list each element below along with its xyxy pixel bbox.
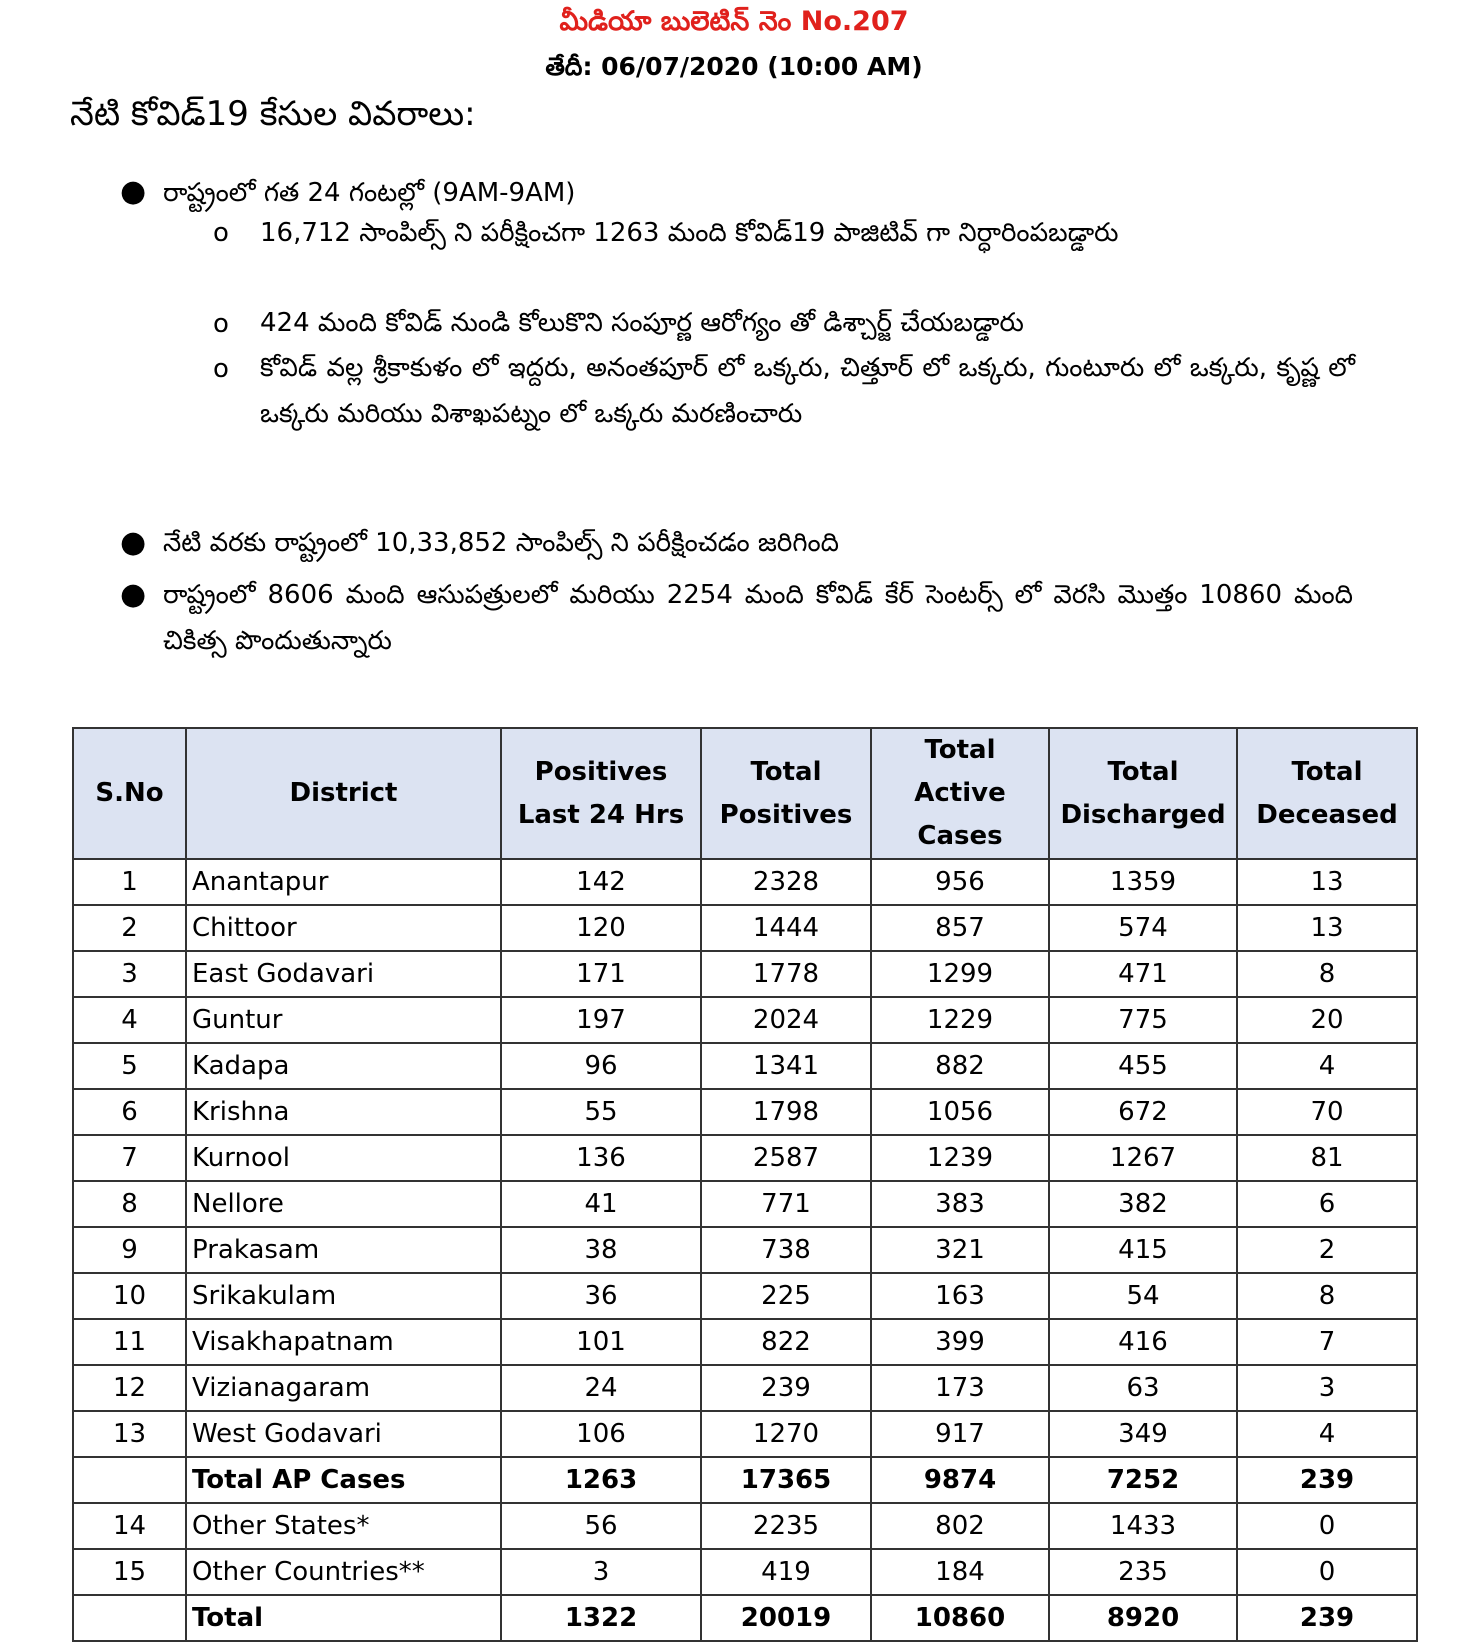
cell-total-positives: 2235: [701, 1503, 871, 1549]
cell-active-cases: 184: [871, 1549, 1049, 1595]
header-discharged: Total Discharged: [1049, 728, 1237, 859]
cell-deceased: 20: [1237, 997, 1417, 1043]
cell-total-positives: 2587: [701, 1135, 871, 1181]
cell-total-positives: 419: [701, 1549, 871, 1595]
table-row: [73, 1273, 1417, 1319]
date-value: : 06/07/2020 (10:00 AM): [582, 52, 923, 81]
cell-active-cases: 1299: [871, 951, 1049, 997]
cell-deceased: 81: [1237, 1135, 1417, 1181]
cell-sno: [73, 1595, 186, 1641]
cell-discharged: 8920: [1049, 1595, 1237, 1641]
cell-total-positives: 17365: [701, 1457, 871, 1503]
cell-positives-24h: 3: [501, 1549, 701, 1595]
cell-total-positives: 738: [701, 1227, 871, 1273]
cell-total-positives: 1270: [701, 1411, 871, 1457]
cell-discharged: 54: [1049, 1273, 1237, 1319]
cell-positives-24h: 120: [501, 905, 701, 951]
cell-sno: 12: [73, 1365, 186, 1411]
cell-positives-24h: 171: [501, 951, 701, 997]
cell-sno: 11: [73, 1319, 186, 1365]
cell-active-cases: 383: [871, 1181, 1049, 1227]
cell-district: East Godavari: [186, 951, 501, 997]
cell-district: Kurnool: [186, 1135, 501, 1181]
cell-total-positives: 2024: [701, 997, 871, 1043]
bullet-dot: ●: [120, 525, 147, 560]
cell-total-positives: 822: [701, 1319, 871, 1365]
cell-total-positives: 225: [701, 1273, 871, 1319]
cell-active-cases: 399: [871, 1319, 1049, 1365]
cell-district: Nellore: [186, 1181, 501, 1227]
section-heading: నేటి కోవిడ్19 కేసుల వివరాలు:: [70, 94, 476, 134]
bulletin-date: [0, 52, 1468, 88]
cell-active-cases: 882: [871, 1043, 1049, 1089]
table-row: [73, 1043, 1417, 1089]
cell-sno: 14: [73, 1503, 186, 1549]
cell-positives-24h: 1263: [501, 1457, 701, 1503]
cell-discharged: 382: [1049, 1181, 1237, 1227]
cell-total-positives: 1444: [701, 905, 871, 951]
cell-sno: 5: [73, 1043, 186, 1089]
sub-bullet-2: 424 మంది కోవిడ్ నుండి కోలుకొని సంపూర్ణ ఆరోగ్యం తో డిశ్చార్జ్ చేయబడ్డారు: [260, 308, 1024, 338]
table-row: [73, 1181, 1417, 1227]
cell-district: Kadapa: [186, 1043, 501, 1089]
cell-district: Vizianagaram: [186, 1365, 501, 1411]
cell-sno: 2: [73, 905, 186, 951]
cell-deceased: 2: [1237, 1227, 1417, 1273]
cell-discharged: 416: [1049, 1319, 1237, 1365]
header-district: District: [186, 728, 501, 859]
cell-positives-24h: 36: [501, 1273, 701, 1319]
cell-deceased: 7: [1237, 1319, 1417, 1365]
cell-deceased: 3: [1237, 1365, 1417, 1411]
cell-district: West Godavari: [186, 1411, 501, 1457]
cell-total-positives: 20019: [701, 1595, 871, 1641]
cell-discharged: 775: [1049, 997, 1237, 1043]
cell-deceased: 239: [1237, 1595, 1417, 1641]
cell-district: Other Countries**: [186, 1549, 501, 1595]
bullet-2-text: నేటి వరకు రాష్ట్రంలో 10,33,852 సాంపిల్స్ ని పరీక్షించడం జరిగింది: [163, 528, 840, 558]
cell-deceased: 13: [1237, 859, 1417, 905]
table-row: [73, 1365, 1417, 1411]
cell-total-positives: 771: [701, 1181, 871, 1227]
cell-district: Srikakulam: [186, 1273, 501, 1319]
cell-total-positives: 1341: [701, 1043, 871, 1089]
cell-district: Guntur: [186, 997, 501, 1043]
cell-discharged: 349: [1049, 1411, 1237, 1457]
sub-bullet-1: 16,712 సాంపిల్స్ ని పరీక్షించగా 1263 మంది కోవిడ్19 పాజిటివ్ గా నిర్ధారింపబడ్డారు: [260, 218, 1119, 248]
header-sno: S.No: [73, 728, 186, 859]
cell-active-cases: 802: [871, 1503, 1049, 1549]
cell-deceased: 239: [1237, 1457, 1417, 1503]
cell-total-positives: 1778: [701, 951, 871, 997]
sub-bullet-3: కోవిడ్ వల్ల శ్రీకాకుళం లో ఇద్దరు, అనంతపూర్ లో ఒక్కరు, చిత్తూర్ లో ఒక్కరు, గుంటూరు లో ఒక్కరు, కృష్ణ లో ఒక్కరు మరియు విశాఖపట్నం లో ఒక్కరు మరణించారు: [260, 353, 1355, 429]
cell-positives-24h: 142: [501, 859, 701, 905]
cell-active-cases: 173: [871, 1365, 1049, 1411]
cell-positives-24h: 101: [501, 1319, 701, 1365]
table-row: [73, 951, 1417, 997]
cell-discharged: 1433: [1049, 1503, 1237, 1549]
cell-sno: 3: [73, 951, 186, 997]
cell-positives-24h: 197: [501, 997, 701, 1043]
cell-discharged: 471: [1049, 951, 1237, 997]
cell-sno: 13: [73, 1411, 186, 1457]
sub-bullet-marker: o: [213, 354, 229, 384]
bullet-dot: ●: [120, 577, 147, 612]
cell-positives-24h: 24: [501, 1365, 701, 1411]
cell-active-cases: 321: [871, 1227, 1049, 1273]
cell-district: Other States*: [186, 1503, 501, 1549]
sub-bullet-marker: o: [213, 218, 229, 248]
table-row: [73, 905, 1417, 951]
cell-active-cases: 163: [871, 1273, 1049, 1319]
cell-positives-24h: 96: [501, 1043, 701, 1089]
header-deceased: Total Deceased: [1237, 728, 1417, 859]
bullet-dot: ●: [120, 174, 147, 209]
table-row: [73, 1503, 1417, 1549]
cell-deceased: 70: [1237, 1089, 1417, 1135]
cell-deceased: 8: [1237, 1273, 1417, 1319]
cell-deceased: 13: [1237, 905, 1417, 951]
cell-active-cases: 1056: [871, 1089, 1049, 1135]
cell-positives-24h: 136: [501, 1135, 701, 1181]
cell-active-cases: 1229: [871, 997, 1049, 1043]
cell-sno: [73, 1457, 186, 1503]
table-row: [73, 1595, 1417, 1641]
bullet-1-text: రాష్ట్రంలో గత 24 గంటల్లో (9AM-9AM): [163, 178, 576, 208]
cell-sno: 1: [73, 859, 186, 905]
cell-sno: 10: [73, 1273, 186, 1319]
cell-sno: 4: [73, 997, 186, 1043]
cell-active-cases: 917: [871, 1411, 1049, 1457]
district-cases-table: [72, 727, 1418, 1642]
table-row: [73, 1411, 1417, 1457]
cell-sno: 8: [73, 1181, 186, 1227]
header-active-cases: Total Active Cases: [871, 728, 1049, 859]
cell-positives-24h: 38: [501, 1227, 701, 1273]
table-row: [73, 997, 1417, 1043]
cell-sno: 6: [73, 1089, 186, 1135]
cell-positives-24h: 1322: [501, 1595, 701, 1641]
cell-district: Visakhapatnam: [186, 1319, 501, 1365]
cell-positives-24h: 56: [501, 1503, 701, 1549]
cell-sno: 7: [73, 1135, 186, 1181]
cell-total-positives: 2328: [701, 859, 871, 905]
cell-district: Total AP Cases: [186, 1457, 501, 1503]
cell-sno: 15: [73, 1549, 186, 1595]
cell-active-cases: 857: [871, 905, 1049, 951]
cell-district: Anantapur: [186, 859, 501, 905]
table-header-row: [73, 728, 1417, 859]
cell-deceased: 4: [1237, 1411, 1417, 1457]
table-row: [73, 1227, 1417, 1273]
cell-deceased: 0: [1237, 1549, 1417, 1595]
cell-discharged: 7252: [1049, 1457, 1237, 1503]
cell-total-positives: 1798: [701, 1089, 871, 1135]
cell-district: Total: [186, 1595, 501, 1641]
table-row: [73, 1089, 1417, 1135]
cell-discharged: 1359: [1049, 859, 1237, 905]
cell-discharged: 63: [1049, 1365, 1237, 1411]
cell-discharged: 415: [1049, 1227, 1237, 1273]
cell-positives-24h: 41: [501, 1181, 701, 1227]
cell-active-cases: 9874: [871, 1457, 1049, 1503]
cell-deceased: 4: [1237, 1043, 1417, 1089]
cell-positives-24h: 106: [501, 1411, 701, 1457]
cell-discharged: 574: [1049, 905, 1237, 951]
table-row: [73, 1457, 1417, 1503]
cell-discharged: 235: [1049, 1549, 1237, 1595]
cell-district: Chittoor: [186, 905, 501, 951]
cell-sno: 9: [73, 1227, 186, 1273]
cell-deceased: 0: [1237, 1503, 1417, 1549]
table-row: [73, 1549, 1417, 1595]
sub-bullet-marker: o: [213, 309, 229, 339]
header-positives-24h: Positives Last 24 Hrs: [501, 728, 701, 859]
table-row: [73, 859, 1417, 905]
cell-district: Krishna: [186, 1089, 501, 1135]
cell-active-cases: 10860: [871, 1595, 1049, 1641]
table-row: [73, 1135, 1417, 1181]
cell-discharged: 672: [1049, 1089, 1237, 1135]
cell-deceased: 6: [1237, 1181, 1417, 1227]
cell-active-cases: 956: [871, 859, 1049, 905]
cell-deceased: 8: [1237, 951, 1417, 997]
bulletin-title: మీడియా బులెటిన్ నెం No.207: [559, 6, 909, 37]
date-label: తేదీ: [545, 52, 583, 81]
cell-district: Prakasam: [186, 1227, 501, 1273]
cell-discharged: 455: [1049, 1043, 1237, 1089]
cell-active-cases: 1239: [871, 1135, 1049, 1181]
cell-total-positives: 239: [701, 1365, 871, 1411]
bullet-3-text: రాష్ట్రంలో 8606 మంది ఆసుపత్రులలో మరియు 2254 మంది కోవిడ్ కేర్ సెంటర్స్ లో వెరసి మొత్తం 10860 మంది చికిత్స పొందుతున్నారు: [163, 580, 1353, 656]
cell-positives-24h: 55: [501, 1089, 701, 1135]
cell-discharged: 1267: [1049, 1135, 1237, 1181]
header-total-positives: Total Positives: [701, 728, 871, 859]
table-row: [73, 1319, 1417, 1365]
